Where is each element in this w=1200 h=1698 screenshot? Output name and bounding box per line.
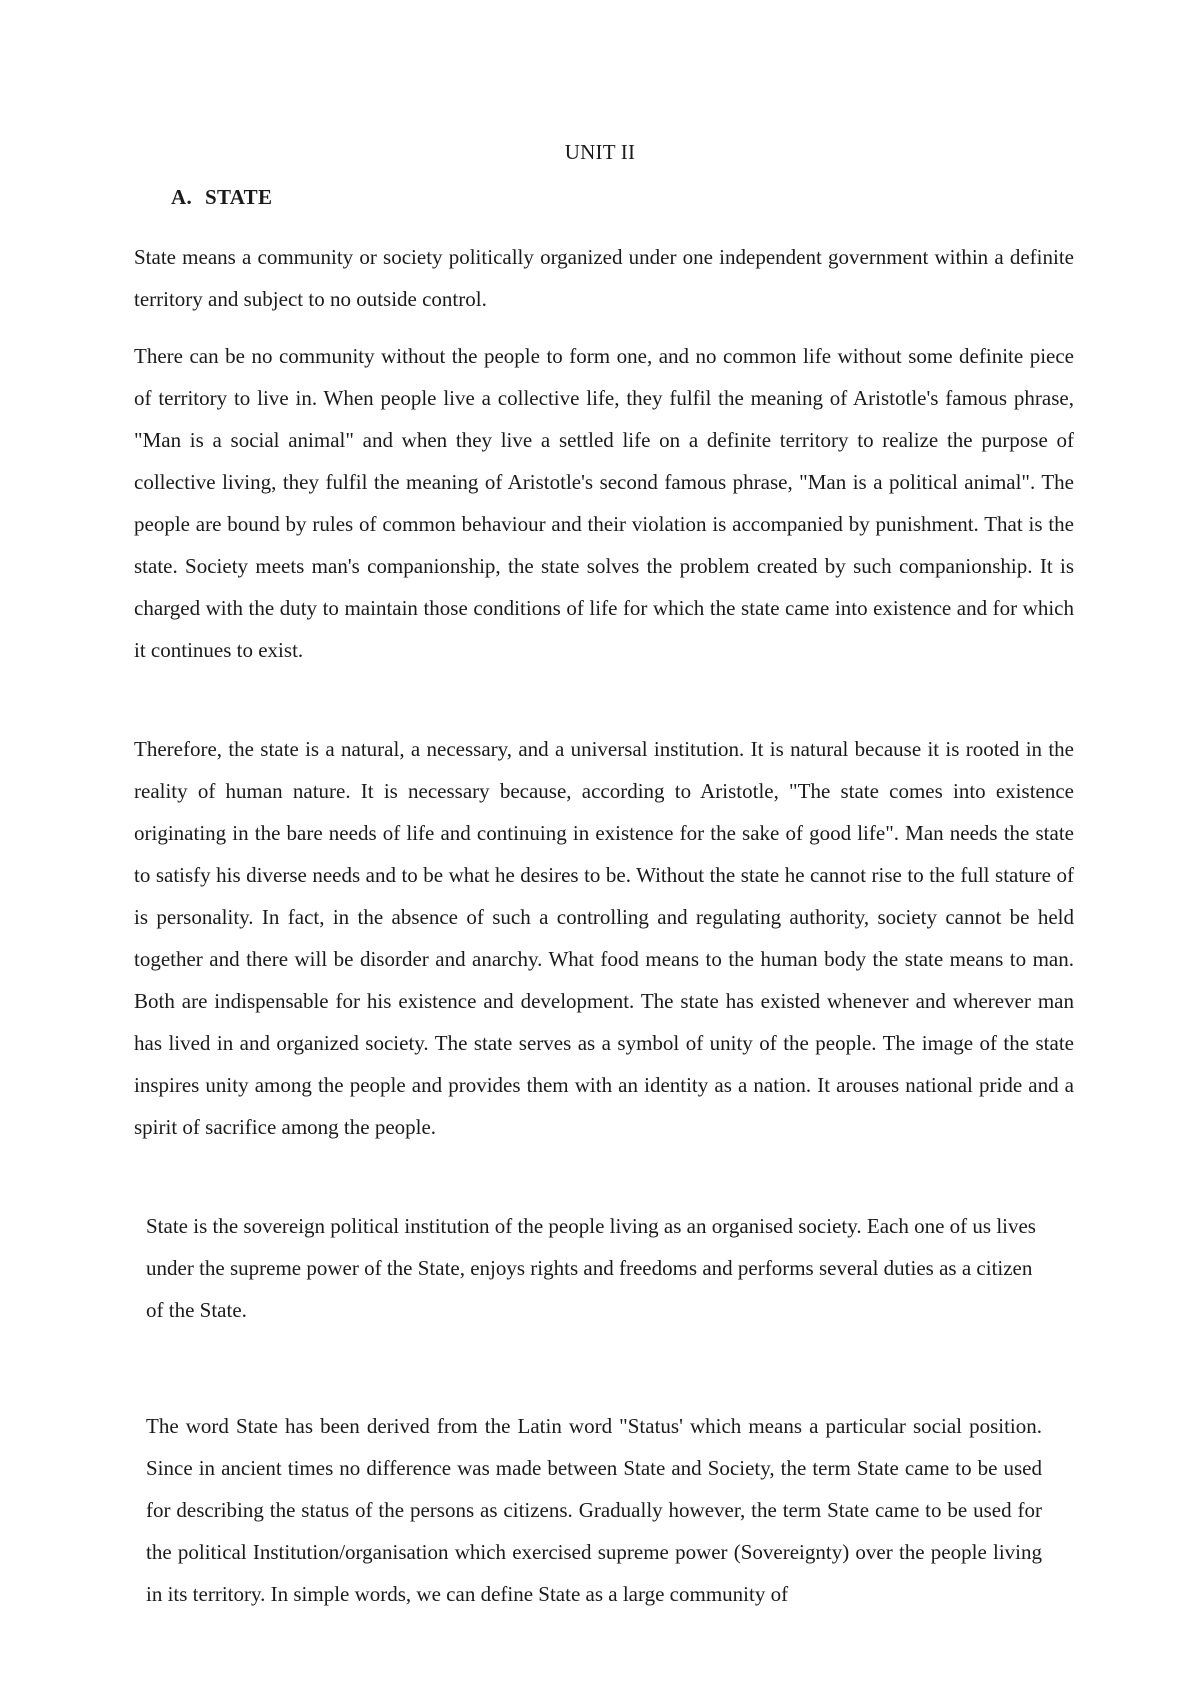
section-title: STATE [205,185,273,209]
paragraph-sovereign-institution: State is the sovereign political institution of the people living as an organised society. Each one of us lives under the supreme power of the State, enjoys rights and freedoms and performs several duties as a citizen of the State. [146,1214,1036,1322]
paragraph-natural-institution: Therefore, the state is a natural, a necessary, and a universal institution. It is natural because it is rooted in the reality of human nature. It is necessary because, according to Aristotle, "The state comes into existence originating in the bare needs of life and continuing in existence for the sake of good life". Man needs the state to satisfy his diverse needs and to be what he desires to be. Without the state he cannot rise to the full stature of is personality. In fact, in the absence of such a controlling and regulating authority, society cannot be held together and there will be disorder and anarchy. What food means to the human body the state means to man. Both are indispensable for his existence and development. The state has existed whenever and wherever man has lived in and organized society. The state serves as a symbol of unity of the people. The image of the state inspires unity among the people and provides them with an identity as a nation. It arouses national pride and a spirit of sacrifice among the people. [134,737,1074,1139]
unit-title: UNIT II [564,140,636,164]
paragraph-community: There can be no community without the people to form one, and no common life without some definite piece of territory to live in. When people live a collective life, they fulfil the meaning of Aristotle's famous phrase, "Man is a social animal" and when they live a settled life on a definite territory to realize the purpose of collective living, they fulfil the meaning of Aristotle's second famous phrase, "Man is a political animal". The people are bound by rules of common behaviour and their violation is accompanied by punishment. That is the state. Society meets man's companionship, the state solves the problem created by such companionship. It is charged with the duty to maintain those conditions of life for which the state came into existence and for which it continues to exist. [134,344,1074,662]
paragraph-definition: State means a community or society politically organized under one independent government within a definite territory and subject to no outside control. [134,245,1074,311]
paragraph-word-origin: The word State has been derived from the Latin word "Status' which means a particular social position. Since in ancient times no difference was made between State and Society, the term State came to be used for describing the status of the persons as citizens. Gradually however, the term State came to be used for the political Institution/organisation which exercised supreme power (Sovereignty) over the people living in its territory. In simple words, we can define State as a large community of [146,1414,1042,1606]
section-number: A. [171,185,193,209]
section-heading [171,185,272,210]
